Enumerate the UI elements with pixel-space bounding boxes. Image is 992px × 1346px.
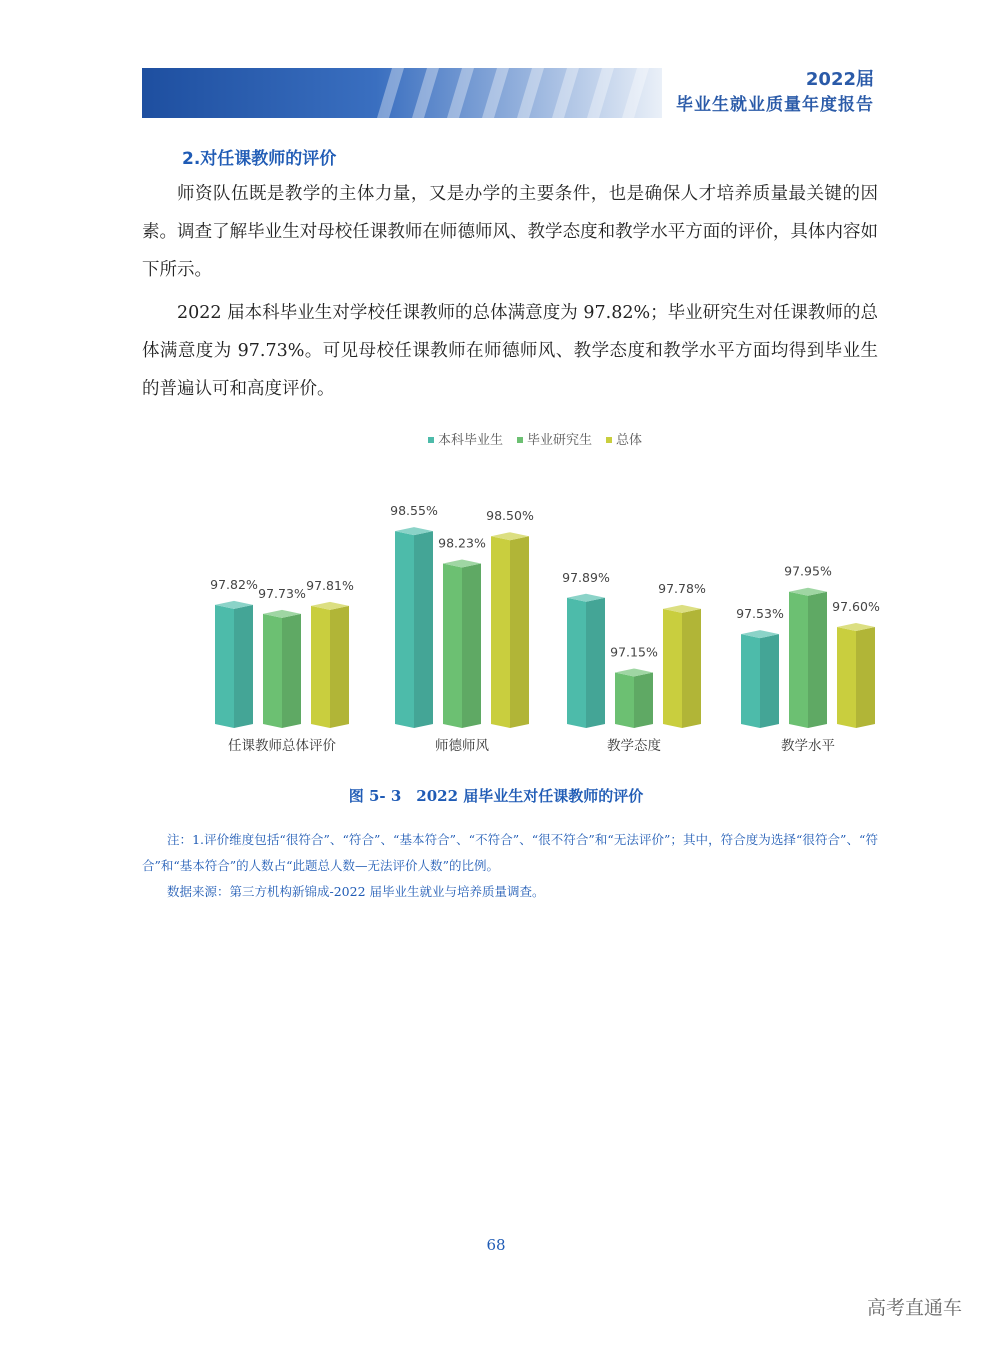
legend-label-1: 毕业研究生 [527, 433, 593, 448]
bar-face-left-2-2 [663, 609, 682, 728]
chart-container [170, 420, 910, 780]
section-title: 2.对任课教师的评价 [182, 149, 337, 169]
bar-value-label-3-2: 97.60% [832, 599, 880, 615]
watermark-text: 高考直通车 [866, 1297, 962, 1319]
bar-value-label-3-1: 97.95% [784, 563, 832, 579]
bar-face-left-0-0 [215, 605, 234, 728]
bar-face-left-3-0 [741, 634, 760, 728]
bar-value-label-2-1: 97.15% [610, 644, 658, 660]
bar-value-label-1-1: 98.23% [438, 535, 486, 551]
paragraph-intro: 师资队伍既是教学的主体力量，又是办学的主要条件，也是确保人才培养质量最关键的因素。调查了解毕业生对母校任课教师在师德师风、教学态度和教学水平方面的评价，具体内容如下所示。 [142, 184, 878, 280]
bar-face-right-3-1 [808, 592, 827, 728]
bar-face-right-0-0 [234, 605, 253, 728]
bar-face-right-0-2 [330, 606, 349, 728]
bar-value-label-1-2: 98.50% [486, 508, 534, 524]
bar-face-left-0-2 [311, 606, 330, 728]
legend-swatch-2 [606, 437, 612, 443]
bar-face-right-1-2 [510, 536, 529, 728]
bar-face-left-2-1 [615, 672, 634, 728]
legend-label-2: 总体 [616, 433, 643, 448]
bar-face-right-1-1 [462, 563, 481, 728]
bar-value-label-3-0: 97.53% [736, 606, 784, 622]
legend-swatch-1 [517, 437, 523, 443]
report-header [676, 68, 874, 118]
header-band [142, 68, 662, 118]
category-label-2: 教学态度 [607, 738, 661, 754]
legend-swatch-0 [428, 437, 434, 443]
bar-value-label-1-0: 98.55% [390, 503, 438, 519]
bar-value-label-0-1: 97.73% [258, 585, 306, 601]
bar-face-left-3-2 [837, 627, 856, 728]
bar-face-right-3-0 [760, 634, 779, 728]
bar-face-right-2-1 [634, 672, 653, 728]
note-definition: 注：1.评价维度包括“很符合”、“符合”、“基本符合”、“不符合”、“很不符合”和“无法评价”；其中，符合度为选择“很符合”、“符合”和“基本符合”的人数占“此题总人数—无法评价人数”的比例。 [142, 832, 878, 873]
bar-face-left-0-1 [263, 614, 282, 728]
bar-face-right-3-2 [856, 627, 875, 728]
category-label-3: 教学水平 [781, 738, 835, 754]
header-subtitle: 毕业生就业质量年度报告 [676, 95, 874, 115]
category-label-1: 师德师风 [435, 738, 489, 754]
bar-face-left-1-0 [395, 531, 414, 728]
header-year: 2022届 [805, 69, 874, 90]
bar-value-label-2-0: 97.89% [562, 569, 610, 585]
bar-value-label-0-2: 97.81% [306, 577, 354, 593]
bar-face-right-2-0 [586, 598, 605, 728]
bar-face-left-1-1 [443, 563, 462, 728]
bar-face-left-2-0 [567, 598, 586, 728]
figure-caption: 图 5- 3 2022 届毕业生对任课教师的评价 [348, 787, 644, 805]
bar-chart [170, 420, 910, 780]
paragraph-satisfaction: 2022 届本科毕业生对学校任课教师的总体满意度为 97.82%；毕业研究生对任课教师的总体满意度为 97.73%。可见母校任课教师在师德师风、教学态度和教学水平方面均得到毕业生的普遍认可和高度评价。 [142, 303, 878, 399]
bar-face-left-3-1 [789, 592, 808, 728]
legend-label-0: 本科毕业生 [438, 433, 504, 448]
bar-face-right-0-1 [282, 614, 301, 728]
bar-value-label-2-2: 97.78% [658, 580, 706, 596]
bar-face-right-2-2 [682, 609, 701, 728]
bar-value-label-0-0: 97.82% [210, 576, 258, 592]
note-source: 数据来源：第三方机构新锦成-2022 届毕业生就业与培养质量调查。 [167, 884, 545, 899]
bar-face-left-1-2 [491, 536, 510, 728]
bar-face-right-1-0 [414, 531, 433, 728]
page-number: 68 [486, 1236, 506, 1254]
category-label-0: 任课教师总体评价 [228, 738, 336, 754]
